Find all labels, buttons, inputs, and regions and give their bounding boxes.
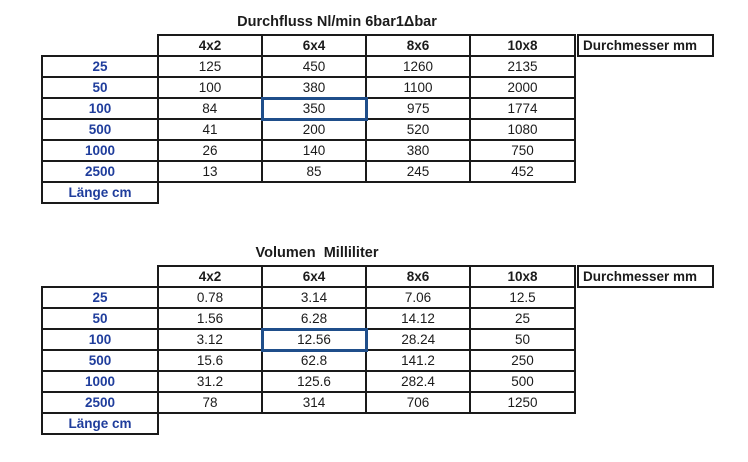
footer-label-cell: Länge cm xyxy=(42,413,158,434)
value-cell: 14.12 xyxy=(366,308,470,329)
empty-cell xyxy=(578,413,713,434)
footer-row xyxy=(42,413,713,434)
empty-cell xyxy=(578,119,713,140)
value-cell: 0.78 xyxy=(158,287,262,308)
highlighted-cell[interactable]: 12.56 xyxy=(262,329,366,350)
value-cell: 500 xyxy=(470,371,575,392)
empty-cell xyxy=(578,287,713,308)
value-cell: 314 xyxy=(262,392,366,413)
value-cell: 28.24 xyxy=(366,329,470,350)
value-cell: 140 xyxy=(262,140,366,161)
value-cell: 200 xyxy=(262,119,366,140)
value-cell: 1080 xyxy=(470,119,575,140)
value-cell: 15.6 xyxy=(158,350,262,371)
corner-spacer-cell xyxy=(42,266,158,287)
footer-row xyxy=(42,182,713,203)
footer-label-cell: Länge cm xyxy=(42,182,158,203)
value-cell: 1774 xyxy=(470,98,575,119)
value-cell: 706 xyxy=(366,392,470,413)
empty-cell xyxy=(366,413,470,434)
value-cell: 450 xyxy=(262,56,366,77)
row-label-cell: 1000 xyxy=(42,371,158,392)
column-header-cell: 6x4 xyxy=(262,35,366,56)
empty-cell xyxy=(578,308,713,329)
value-cell: 1100 xyxy=(366,77,470,98)
table-row xyxy=(42,98,713,119)
value-cell: 245 xyxy=(366,161,470,182)
empty-cell xyxy=(578,77,713,98)
row-label-cell: 100 xyxy=(42,98,158,119)
empty-cell xyxy=(158,413,262,434)
volume-table-title: Volumen Milliliter xyxy=(255,245,379,261)
value-cell: 12.5 xyxy=(470,287,575,308)
empty-cell xyxy=(158,182,262,203)
value-cell: 41 xyxy=(158,119,262,140)
value-cell: 13 xyxy=(158,161,262,182)
table-row xyxy=(42,329,713,350)
empty-cell xyxy=(578,182,713,203)
value-cell: 380 xyxy=(262,77,366,98)
empty-cell xyxy=(578,350,713,371)
table-row xyxy=(42,392,713,413)
value-cell: 141.2 xyxy=(366,350,470,371)
value-cell: 31.2 xyxy=(158,371,262,392)
row-label-cell: 500 xyxy=(42,350,158,371)
value-cell: 1.56 xyxy=(158,308,262,329)
value-cell: 6.28 xyxy=(262,308,366,329)
flow-table-title: Durchfluss Nl/min 6bar1Δbar xyxy=(237,14,437,30)
side-header-cell: Durchmesser mm xyxy=(578,35,713,56)
side-header-cell: Durchmesser mm xyxy=(578,266,713,287)
table-row xyxy=(42,161,713,182)
column-header-cell: 8x6 xyxy=(366,35,470,56)
row-label-cell: 100 xyxy=(42,329,158,350)
column-header-cell: 10x8 xyxy=(470,35,575,56)
value-cell: 7.06 xyxy=(366,287,470,308)
value-cell: 62.8 xyxy=(262,350,366,371)
column-header-cell: 6x4 xyxy=(262,266,366,287)
value-cell: 78 xyxy=(158,392,262,413)
value-cell: 84 xyxy=(158,98,262,119)
value-cell: 125 xyxy=(158,56,262,77)
row-label-cell: 500 xyxy=(42,119,158,140)
row-label-cell: 25 xyxy=(42,287,158,308)
table-row xyxy=(42,308,713,329)
value-cell: 26 xyxy=(158,140,262,161)
row-label-cell: 2500 xyxy=(42,392,158,413)
table-row xyxy=(42,119,713,140)
value-cell: 975 xyxy=(366,98,470,119)
table-row xyxy=(42,140,713,161)
value-cell: 1250 xyxy=(470,392,575,413)
value-cell: 282.4 xyxy=(366,371,470,392)
value-cell: 2135 xyxy=(470,56,575,77)
value-cell: 85 xyxy=(262,161,366,182)
table-row xyxy=(42,287,713,308)
flow-table xyxy=(41,34,714,204)
value-cell: 125.6 xyxy=(262,371,366,392)
column-header-cell: 8x6 xyxy=(366,266,470,287)
corner-spacer-cell xyxy=(42,35,158,56)
flow-header-row xyxy=(42,35,713,56)
volume-header-row xyxy=(42,266,713,287)
empty-cell xyxy=(578,329,713,350)
table-row xyxy=(42,350,713,371)
empty-cell xyxy=(470,182,575,203)
value-cell: 1260 xyxy=(366,56,470,77)
empty-cell xyxy=(578,140,713,161)
value-cell: 3.12 xyxy=(158,329,262,350)
table-row xyxy=(42,371,713,392)
empty-cell xyxy=(578,98,713,119)
table-row xyxy=(42,56,713,77)
table-row xyxy=(42,77,713,98)
empty-cell xyxy=(578,371,713,392)
row-label-cell: 50 xyxy=(42,308,158,329)
empty-cell xyxy=(578,161,713,182)
value-cell: 3.14 xyxy=(262,287,366,308)
value-cell: 100 xyxy=(158,77,262,98)
value-cell: 25 xyxy=(470,308,575,329)
highlighted-cell[interactable]: 350 xyxy=(262,98,366,119)
empty-cell xyxy=(262,182,366,203)
column-header-cell: 4x2 xyxy=(158,35,262,56)
empty-cell xyxy=(578,56,713,77)
empty-cell xyxy=(578,392,713,413)
row-label-cell: 2500 xyxy=(42,161,158,182)
volume-table xyxy=(41,265,714,435)
value-cell: 250 xyxy=(470,350,575,371)
volume-table-section xyxy=(0,231,748,462)
empty-cell xyxy=(470,413,575,434)
value-cell: 452 xyxy=(470,161,575,182)
value-cell: 50 xyxy=(470,329,575,350)
value-cell: 380 xyxy=(366,140,470,161)
empty-cell xyxy=(366,182,470,203)
column-header-cell: 10x8 xyxy=(470,266,575,287)
value-cell: 2000 xyxy=(470,77,575,98)
value-cell: 520 xyxy=(366,119,470,140)
row-label-cell: 1000 xyxy=(42,140,158,161)
row-label-cell: 25 xyxy=(42,56,158,77)
value-cell: 750 xyxy=(470,140,575,161)
column-header-cell: 4x2 xyxy=(158,266,262,287)
row-label-cell: 50 xyxy=(42,77,158,98)
empty-cell xyxy=(262,413,366,434)
